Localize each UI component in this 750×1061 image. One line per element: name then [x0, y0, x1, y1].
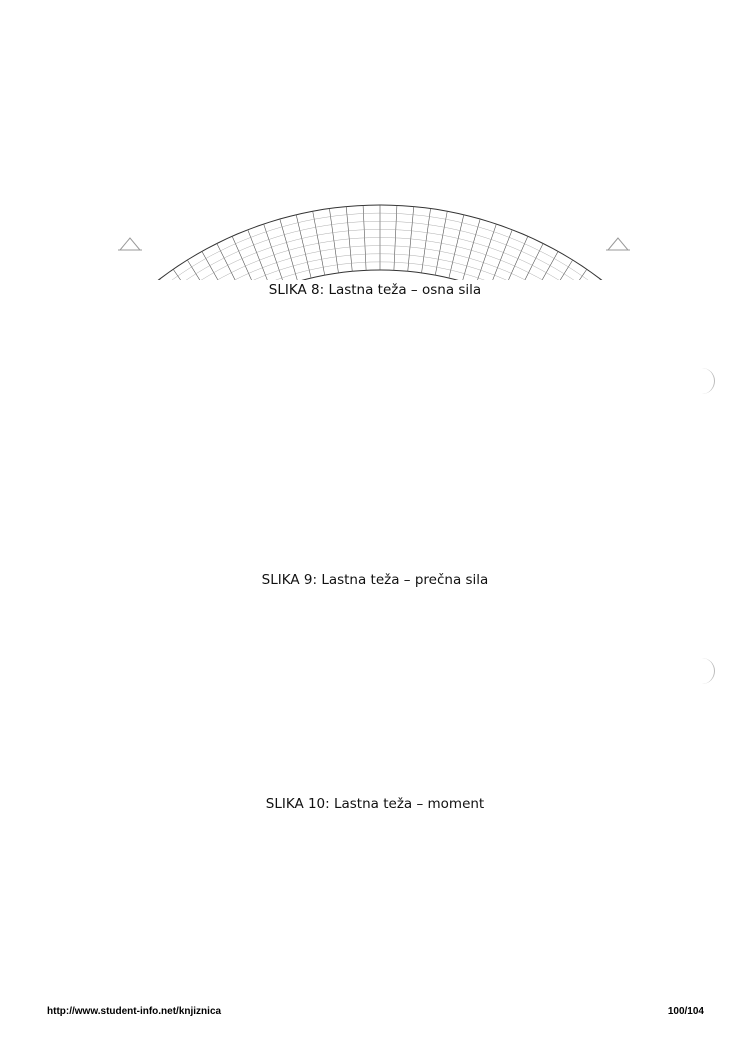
figure-shear-force: [0, 380, 750, 570]
shear-force-diagram: [0, 380, 750, 570]
figure-moment: [0, 605, 750, 795]
caption-figure-8: SLIKA 8: Lastna teža – osna sila: [268, 282, 482, 298]
figure-axial-force: [0, 80, 750, 280]
axial-force-band: [88, 205, 672, 280]
page-number: 100/104: [667, 1006, 704, 1017]
moment-diagram: [0, 605, 750, 795]
support-symbol: [608, 238, 628, 250]
caption-figure-9: SLIKA 9: Lastna teža – prečna sila: [261, 572, 489, 588]
footer-url: http://www.student-info.net/knjiznica: [47, 1006, 222, 1017]
caption-figure-10: SLIKA 10: Lastna teža – moment: [265, 796, 485, 812]
support-symbol: [120, 238, 140, 250]
axial-force-diagram: [0, 80, 750, 280]
